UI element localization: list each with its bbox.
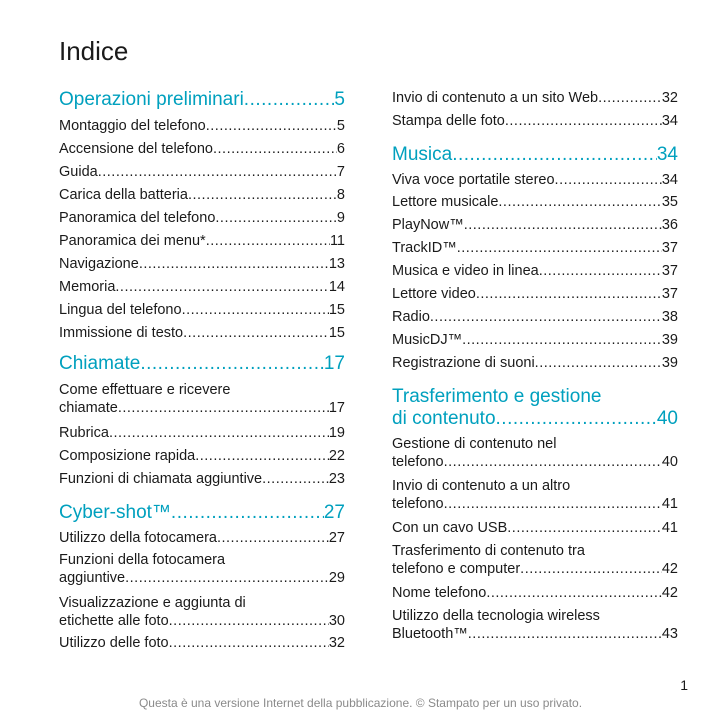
toc-leader-dots [206,232,330,250]
toc-entry-title: telefono e computer [392,561,521,577]
toc-entry-title: Immissione di testo [59,325,184,341]
toc-leader-dots [244,89,335,111]
toc-page-number: 32 [661,90,678,106]
toc-entry-title: etichette alle foto [59,613,169,629]
toc-leader-dots [555,171,662,189]
toc-entry[interactable] [392,112,678,130]
toc-section-trasferimento[interactable] [392,386,678,430]
toc-page-number: 17 [328,400,345,416]
toc-page-number: 41 [661,520,678,536]
toc-entry-title-line1: Visualizzazione e aggiunta di [59,595,246,611]
toc-entry-title: aggiuntive [59,570,126,586]
toc-entry-title: Lingua del telefono [59,302,182,318]
toc-page-number: 19 [328,425,345,441]
toc-entry-title: Rubrica [59,425,109,441]
toc-entry-title: Panoramica del telefono [59,210,216,226]
toc-entry-title: MusicDJ™ [392,332,463,348]
toc-page-number: 8 [336,187,345,203]
toc-entry-title-line1: Invio di contenuto a un altro [392,478,571,494]
toc-entry[interactable] [392,354,678,372]
toc-leader-dots [217,529,329,547]
toc-entry-title: Navigazione [59,256,139,272]
toc-page-number: 11 [329,233,345,249]
toc-leader-dots [262,470,329,488]
toc-entry[interactable] [392,262,678,280]
toc-entry-title: Guida [59,164,98,180]
toc-entry[interactable] [392,607,678,643]
toc-leader-dots [195,447,329,465]
toc-page-number: 37 [661,263,678,279]
toc-entry-title: telefono [392,454,444,470]
toc-page-number: 42 [661,561,678,577]
toc-leader-dots [598,89,662,107]
toc-page-number: 27 [323,502,345,523]
toc-leader-dots [539,262,662,280]
toc-leader-dots [464,216,662,234]
toc-page-number: 29 [328,570,345,586]
toc-page-number: 34 [661,113,678,129]
toc-entry[interactable] [392,89,678,107]
toc-entry[interactable] [392,435,678,471]
toc-entry-title: Panoramica dei menu* [59,233,206,249]
toc-page-number: 5 [334,89,345,110]
toc-page-number: 42 [661,585,678,601]
toc-leader-dots [169,634,329,652]
toc-page-number: 37 [661,286,678,302]
toc-entry-title: Con un cavo USB [392,520,508,536]
toc-leader-dots [486,584,662,602]
toc-entry[interactable] [392,193,678,211]
toc-section-chiamate[interactable] [59,353,345,375]
toc-entry[interactable] [392,584,678,602]
toc-page-number: 30 [328,613,345,629]
toc-page-number: 17 [323,353,345,374]
toc-page-number: 37 [661,240,678,256]
toc-leader-dots [535,354,662,372]
toc-page-number: 40 [661,454,678,470]
toc-page-number: 9 [336,210,345,226]
toc-entry-title: Lettore musicale [392,194,499,210]
toc-entry[interactable] [59,424,345,442]
toc-leader-dots [188,186,337,204]
toc-entry[interactable] [392,519,678,537]
toc-entry[interactable] [59,381,345,417]
toc-entry-title-line1: Funzioni della fotocamera [59,552,226,568]
toc-section-title: Cyber-shot™ [59,502,171,523]
toc-section-operazioni-preliminari[interactable] [59,89,345,111]
toc-leader-dots [507,519,662,537]
toc-entry[interactable] [59,232,345,250]
toc-section-musica[interactable] [392,144,678,166]
toc-entry-title: chiamate [59,400,118,416]
toc-entry-title: Accensione del telefono [59,141,213,157]
toc-leader-dots [206,117,337,135]
toc-entry[interactable] [392,308,678,326]
toc-section-cyber-shot[interactable] [59,502,345,524]
toc-entry[interactable] [392,331,678,349]
toc-entry[interactable] [59,117,345,135]
toc-leader-dots [213,140,337,158]
toc-page-number: 13 [328,256,345,272]
toc-leader-dots [444,495,662,513]
toc-leader-dots [430,308,662,326]
toc-entry-title-line1: Trasferimento di contenuto tra [392,543,585,559]
toc-leader-dots [125,569,329,587]
toc-entry-title: Stampa delle foto [392,113,505,129]
toc-leader-dots [498,193,661,211]
toc-leader-dots [171,502,324,524]
toc-page-number: 27 [328,530,345,546]
toc-entry[interactable] [59,447,345,465]
toc-page-number: 36 [661,217,678,233]
toc-entry[interactable] [59,255,345,273]
toc-entry[interactable] [392,171,678,189]
toc-leader-dots [183,324,329,342]
toc-entry-title: TrackID™ [392,240,457,256]
toc-leader-dots [139,255,329,273]
toc-entry[interactable] [59,186,345,204]
toc-leader-dots [462,331,662,349]
toc-entry[interactable] [59,634,345,652]
toc-page-number: 43 [661,626,678,642]
toc-entry[interactable] [59,551,345,587]
toc-entry-title: Memoria [59,279,116,295]
toc-leader-dots [98,163,337,181]
toc-section-title: Chiamate [59,353,141,374]
page-title: Indice [59,36,129,66]
toc-entry-title: Bluetooth™ [392,626,468,642]
toc-page-number: 5 [336,118,345,134]
toc-page-number: 39 [661,355,678,371]
toc-entry-title-line1: Gestione di contenuto nel [392,436,557,452]
toc-entry-title: Radio [392,309,430,325]
toc-entry[interactable] [59,140,345,158]
toc-page-number: 40 [656,408,678,429]
footer-note: Questa è una versione Internet della pubblicazione. © Stampato per un uso privato. [138,696,583,710]
toc-entry[interactable] [392,216,678,234]
toc-page-number: 34 [661,172,678,188]
toc-entry-title: Utilizzo della fotocamera [59,530,217,546]
toc-entry-title: Funzioni di chiamata aggiuntive [59,471,263,487]
toc-entry-title: Invio di contenuto a un sito Web [392,90,599,106]
toc-entry-title: telefono [392,496,444,512]
toc-entry-title: Lettore video [392,286,476,302]
toc-entry-title: Composizione rapida [59,448,196,464]
toc-entry-title: Utilizzo delle foto [59,635,169,651]
toc-page-number: 34 [656,144,678,165]
page-number: 1 [680,677,688,693]
toc-page-number: 6 [336,141,345,157]
toc-entry-title: Viva voce portatile stereo [392,172,555,188]
toc-page-number: 22 [328,448,345,464]
toc-entry[interactable] [59,278,345,296]
toc-entry-title: Registrazione di suoni [392,355,535,371]
toc-section-title: Operazioni preliminari [59,89,244,110]
toc-leader-dots [169,612,329,630]
toc-page-number: 32 [328,635,345,651]
toc-entry-title: Nome telefono [392,585,487,601]
toc-entry[interactable] [392,239,678,257]
toc-page-number: 41 [661,496,678,512]
toc-entry[interactable] [59,470,345,488]
toc-section-title-line1: Trasferimento e gestione [392,386,602,407]
toc-page-number: 39 [661,332,678,348]
toc-leader-dots [118,399,329,417]
toc-entry-title: Montaggio del telefono [59,118,206,134]
toc-leader-dots [215,209,337,227]
toc-leader-dots [520,560,662,578]
toc-page-number: 23 [328,471,345,487]
toc-entry[interactable] [59,163,345,181]
toc-page-number: 14 [328,279,345,295]
toc-entry[interactable] [59,209,345,227]
toc-entry[interactable] [59,594,345,630]
toc-entry-title: Musica e video in linea [392,263,539,279]
toc-entry[interactable] [59,301,345,319]
toc-entry-title-line1: Utilizzo della tecnologia wireless [392,608,600,624]
toc-leader-dots [182,301,329,319]
toc-leader-dots [457,239,662,257]
toc-page-number: 38 [661,309,678,325]
toc-entry[interactable] [59,529,345,547]
toc-page-number: 35 [661,194,678,210]
toc-leader-dots [109,424,329,442]
toc-leader-dots [115,278,328,296]
toc-entry[interactable] [59,324,345,342]
toc-section-title: di contenuto [392,408,496,429]
toc-entry-title-line1: Come effettuare e ricevere [59,382,231,398]
toc-leader-dots [140,353,324,375]
toc-leader-dots [444,453,662,471]
toc-entry-title: PlayNow™ [392,217,464,233]
toc-entry[interactable] [392,477,678,513]
toc-entry[interactable] [392,285,678,303]
toc-leader-dots [496,408,657,430]
toc-leader-dots [468,625,662,643]
toc-entry[interactable] [392,542,678,578]
toc-section-title: Musica [392,144,453,165]
toc-leader-dots [452,144,657,166]
toc-page-number: 15 [328,302,345,318]
toc-page-number: 7 [336,164,345,180]
toc-leader-dots [476,285,662,303]
toc-entry-title: Carica della batteria [59,187,188,203]
toc-leader-dots [505,112,662,130]
toc-page-number: 15 [328,325,345,341]
